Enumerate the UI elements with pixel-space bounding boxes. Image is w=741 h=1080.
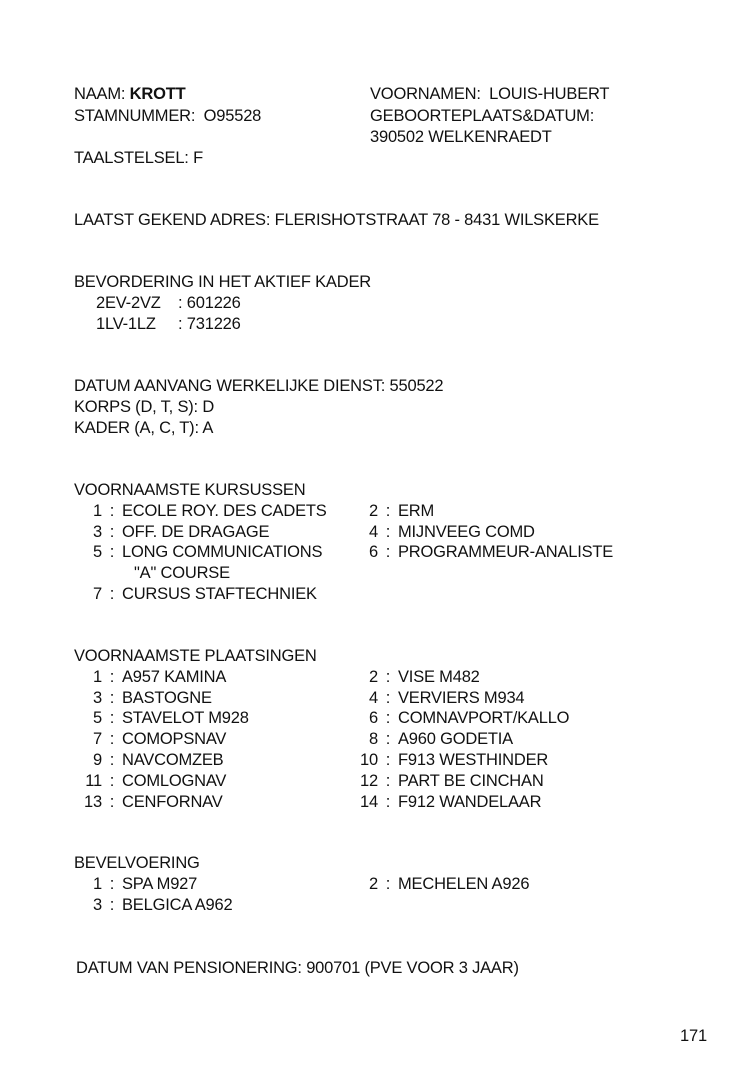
aanvang-label: DATUM AANVANG WERKELIJKE DIENST: <box>74 377 386 395</box>
stamnummer-value: O95528 <box>203 107 262 125</box>
separator: : <box>109 751 115 769</box>
item-text: VERVIERS M934 <box>398 689 525 707</box>
taalstelsel-value: F <box>193 149 203 167</box>
bevordering-item <box>96 293 241 313</box>
list-item <box>356 729 513 749</box>
grade: 2EV-2VZ <box>96 294 161 312</box>
list-item <box>80 584 317 604</box>
plaatsingen-heading: VOORNAAMSTE PLAATSINGEN <box>74 647 317 665</box>
item-text: BELGICA A962 <box>122 896 233 914</box>
naam-label: NAAM: <box>74 85 126 103</box>
pensionering-value: 900701 (PVE VOOR 3 JAAR) <box>306 959 519 977</box>
separator: : <box>109 585 115 603</box>
list-item <box>80 895 232 915</box>
item-text: COMLOGNAV <box>122 772 227 790</box>
stamnummer-label: STAMNUMMER: <box>74 107 196 125</box>
item-number: 10 <box>360 751 378 769</box>
separator: : <box>385 875 391 893</box>
separator: : <box>178 294 183 312</box>
item-text: OFF. DE DRAGAGE <box>122 523 270 541</box>
item-number: 6 <box>369 543 378 561</box>
separator: : <box>109 730 115 748</box>
item-text: F912 WANDELAAR <box>398 793 542 811</box>
item-number: 2 <box>369 875 378 893</box>
pensionering-line <box>76 958 519 978</box>
item-text: ECOLE ROY. DES CADETS <box>122 502 327 520</box>
list-item <box>356 667 480 687</box>
item-text: STAVELOT M928 <box>122 709 249 727</box>
item-text: A957 KAMINA <box>122 668 227 686</box>
item-number: 7 <box>93 585 102 603</box>
naam-value: KROTT <box>129 85 186 103</box>
item-number: 1 <box>93 668 102 686</box>
bevordering-item <box>96 314 241 334</box>
item-text: CURSUS STAFTECHNIEK <box>122 585 317 603</box>
separator: : <box>109 772 115 790</box>
item-text: VISE M482 <box>398 668 480 686</box>
list-item <box>80 667 226 687</box>
item-text: MIJNVEEG COMD <box>398 523 535 541</box>
pensionering-label: DATUM VAN PENSIONERING: <box>76 959 302 977</box>
aanvang-line <box>74 376 443 396</box>
separator: : <box>109 709 115 727</box>
kader-value: A <box>202 419 214 437</box>
korps-label: KORPS (D, T, S): <box>74 398 198 416</box>
list-item <box>356 708 569 728</box>
date: 731226 <box>186 315 241 333</box>
separator: : <box>178 315 183 333</box>
taalstelsel-line <box>74 148 203 168</box>
item-text: LONG COMMUNICATIONS <box>122 543 323 561</box>
list-item <box>80 792 223 812</box>
list-item <box>356 792 541 812</box>
item-number: 5 <box>93 543 102 561</box>
item-number: 9 <box>93 751 102 769</box>
item-number: 6 <box>369 709 378 727</box>
separator: : <box>385 523 391 541</box>
item-number: 7 <box>93 730 102 748</box>
separator: : <box>385 709 391 727</box>
list-item <box>80 688 212 708</box>
adres-label: LAATST GEKEND ADRES: <box>74 211 271 229</box>
item-number: 11 <box>85 772 102 790</box>
bevelvoering-heading: BEVELVOERING <box>74 854 200 872</box>
item-number: 2 <box>369 668 378 686</box>
separator: : <box>385 502 391 520</box>
item-text: PART BE CINCHAN <box>398 772 544 790</box>
separator: : <box>385 689 391 707</box>
separator: : <box>109 543 115 561</box>
list-item <box>80 750 224 770</box>
geboorte-label: GEBOORTEPLAATS&DATUM: <box>370 107 595 125</box>
list-item <box>356 542 613 562</box>
list-item <box>356 750 548 770</box>
item-text: CENFORNAV <box>122 793 223 811</box>
separator: : <box>109 523 115 541</box>
separator: : <box>385 793 391 811</box>
list-item <box>80 708 249 728</box>
separator: : <box>109 793 115 811</box>
adres-value: FLERISHOTSTRAAT 78 - 8431 WILSKERKE <box>274 211 599 229</box>
list-item <box>80 874 197 894</box>
kader-line <box>74 418 213 438</box>
item-number: 3 <box>93 896 102 914</box>
voornamen-label: VOORNAMEN: <box>370 85 481 103</box>
item-number: 2 <box>369 502 378 520</box>
page-number: 171 <box>680 1027 707 1045</box>
item-text: A960 GODETIA <box>398 730 513 748</box>
separator: : <box>385 772 391 790</box>
item-number: 4 <box>369 523 378 541</box>
item-text: COMOPSNAV <box>122 730 227 748</box>
aanvang-value: 550522 <box>389 377 444 395</box>
list-item <box>356 501 434 521</box>
item-number: 12 <box>360 772 378 790</box>
item-number: 14 <box>360 793 378 811</box>
item-text: ERM <box>398 502 435 520</box>
list-item <box>356 771 544 791</box>
item-text: MECHELEN A926 <box>398 875 530 893</box>
adres-line <box>74 210 599 230</box>
item-number: 4 <box>369 689 378 707</box>
korps-value: D <box>202 398 215 416</box>
item-number: 3 <box>93 689 102 707</box>
separator: : <box>109 875 115 893</box>
naam-line <box>74 84 185 104</box>
separator: : <box>385 730 391 748</box>
item-text: COMNAVPORT/KALLO <box>398 709 570 727</box>
kader-label: KADER (A, C, T): <box>74 419 199 437</box>
item-text: BASTOGNE <box>122 689 212 707</box>
separator: : <box>385 543 391 561</box>
korps-line <box>74 397 214 417</box>
list-item <box>80 771 226 791</box>
list-item <box>356 522 535 542</box>
item-number: 1 <box>93 502 102 520</box>
item-number: 8 <box>369 730 378 748</box>
item-text: SPA M927 <box>122 875 198 893</box>
bevordering-heading: BEVORDERING IN HET AKTIEF KADER <box>74 273 371 291</box>
separator: : <box>385 668 391 686</box>
item-number: 1 <box>93 875 102 893</box>
date: 601226 <box>186 294 241 312</box>
separator: : <box>385 751 391 769</box>
item-number: 13 <box>84 793 102 811</box>
list-item <box>80 729 226 749</box>
list-item <box>80 522 269 542</box>
separator: : <box>109 689 115 707</box>
taalstelsel-label: TAALSTELSEL: <box>74 149 189 167</box>
list-item <box>356 874 529 894</box>
voornamen-line <box>370 84 609 104</box>
voornamen-value: LOUIS-HUBERT <box>489 85 610 103</box>
item-number: 3 <box>93 523 102 541</box>
item-text: PROGRAMMEUR-ANALISTE <box>398 543 614 561</box>
item-number: 5 <box>93 709 102 727</box>
item-text: NAVCOMZEB <box>122 751 224 769</box>
separator: : <box>109 896 115 914</box>
list-item <box>80 542 322 562</box>
item-text: F913 WESTHINDER <box>398 751 549 769</box>
list-item <box>356 688 524 708</box>
separator: : <box>109 668 115 686</box>
geboorte-value: 390502 WELKENRAEDT <box>370 128 552 146</box>
item-text-continued: "A" COURSE <box>134 564 230 582</box>
stamnummer-line <box>74 106 261 126</box>
kursussen-heading: VOORNAAMSTE KURSUSSEN <box>74 481 306 499</box>
list-item <box>80 501 327 521</box>
separator: : <box>109 502 115 520</box>
grade: 1LV-1LZ <box>96 315 156 333</box>
